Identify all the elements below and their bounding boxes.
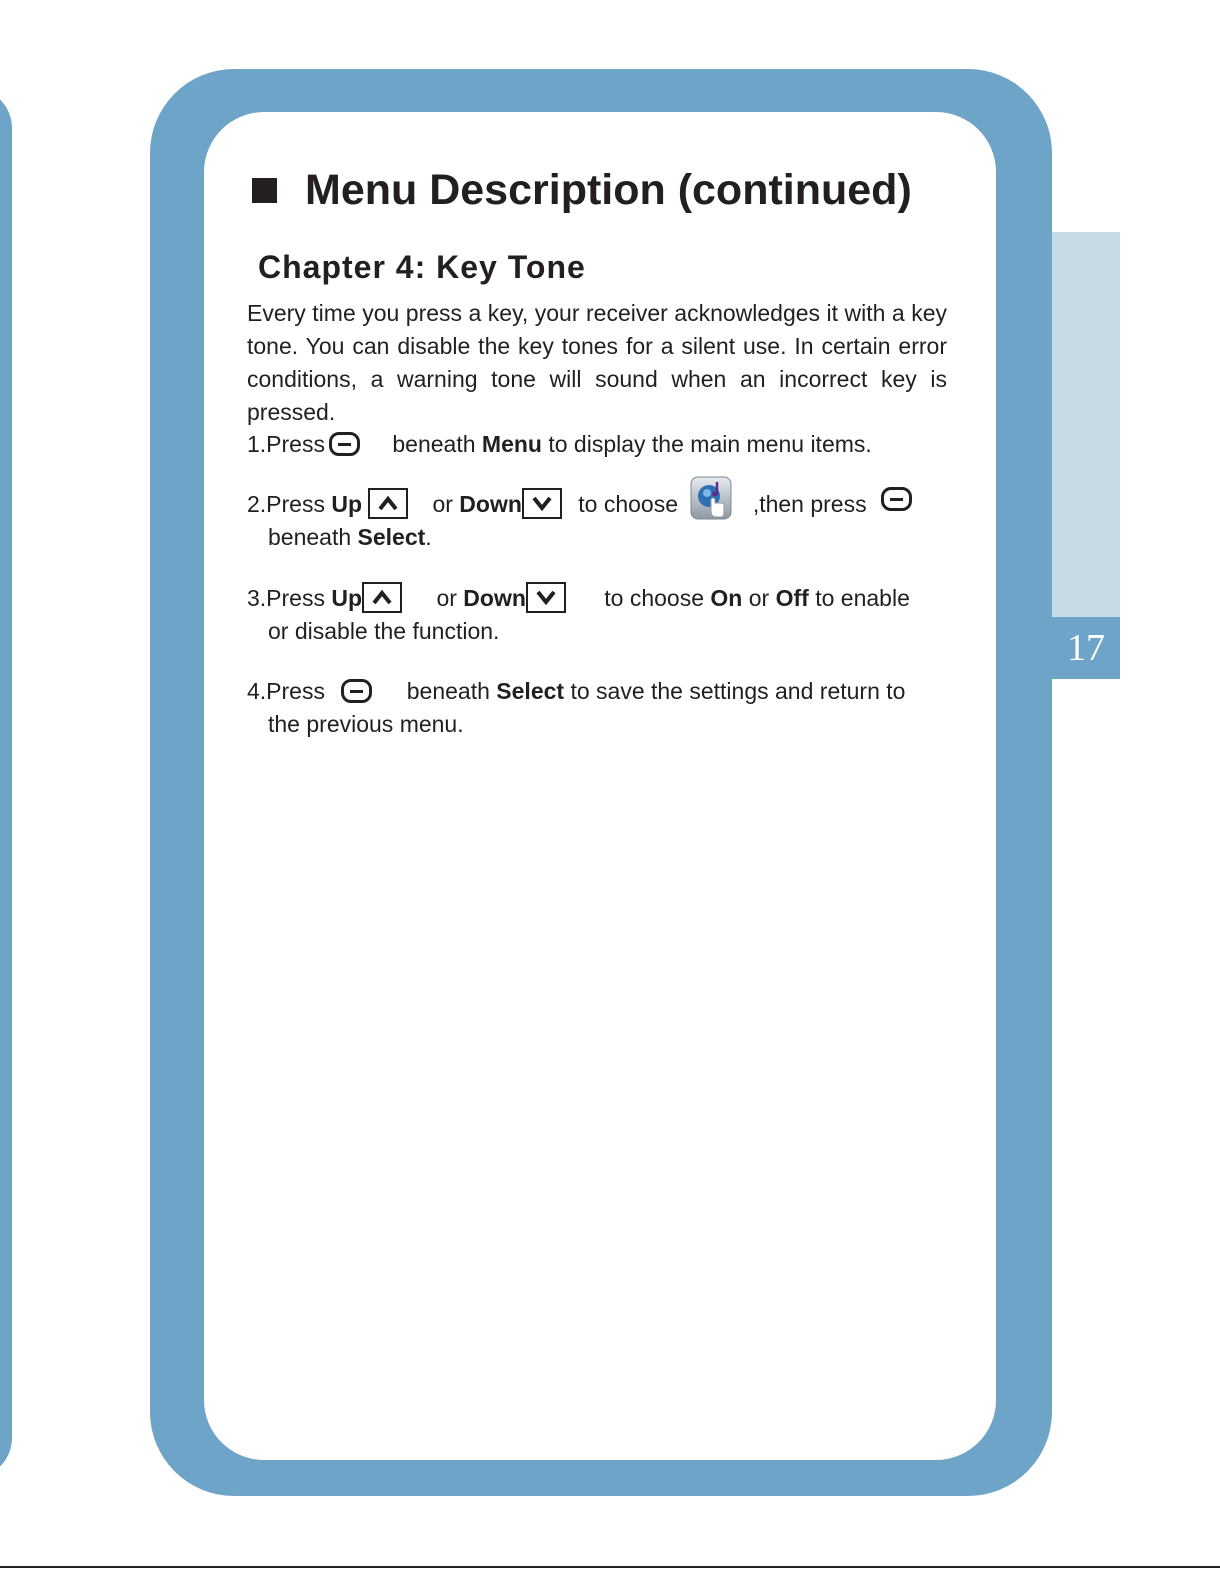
down-arrow-key-icon <box>522 488 562 519</box>
intro-paragraph: Every time you press a key, your receiver acknowledges it with a key tone. You can disable the key tones for a silent use. In certain error conditions, a warning tone will sound when an incorrect key is pressed. <box>247 300 947 425</box>
bullet-square-icon <box>252 178 277 203</box>
step-2-continued: beneath Select. <box>268 524 432 550</box>
key-tone-menu-icon <box>690 476 732 520</box>
soft-key-minus-icon <box>341 679 372 703</box>
step-2: 2.Press Up or Down to choose ,then press <box>247 488 912 521</box>
side-tab <box>1052 232 1120 617</box>
soft-key-minus-icon <box>329 432 360 456</box>
up-arrow-key-icon <box>368 488 408 519</box>
step-1: 1.Press beneath Menu to display the main menu items. <box>247 431 872 457</box>
down-arrow-key-icon <box>526 582 566 613</box>
adjacent-page-edge <box>0 88 12 1478</box>
chapter-heading: Chapter 4: Key Tone <box>258 249 586 285</box>
step-3: 3.Press Up or Down to choose On or Off to enable <box>247 582 910 615</box>
page-title <box>252 166 912 215</box>
page-title-text: Menu Description (continued) <box>305 166 912 214</box>
bottom-rule <box>0 1566 1220 1568</box>
page-number: 17 <box>1052 617 1120 679</box>
step-4: 4.Press beneath Select to save the settings and return to <box>247 678 906 704</box>
up-arrow-key-icon <box>362 582 402 613</box>
step-3-continued: or disable the function. <box>268 618 500 644</box>
step-4-continued: the previous menu. <box>268 711 464 737</box>
soft-key-minus-icon <box>881 487 912 511</box>
